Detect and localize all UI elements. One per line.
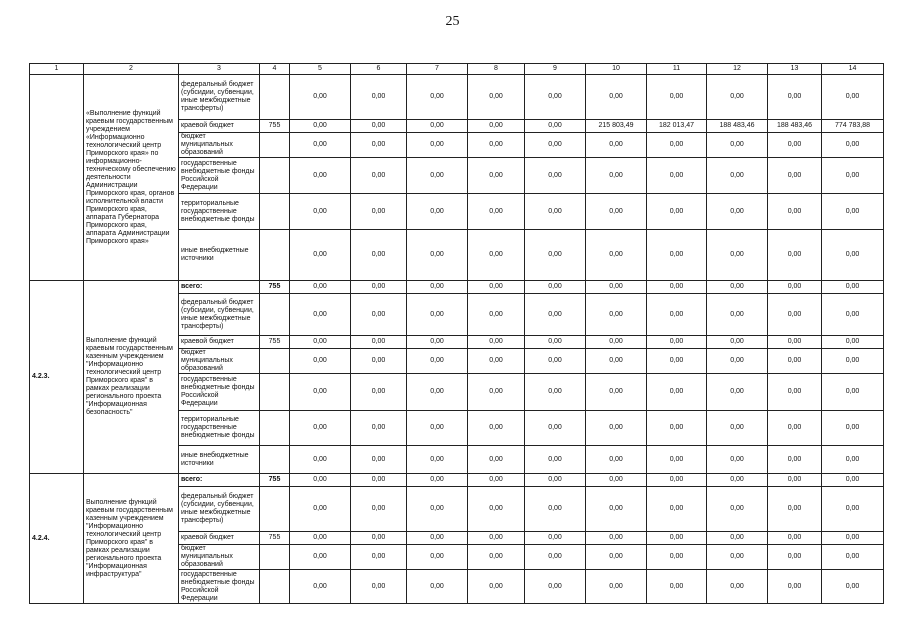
page-number: 25	[445, 14, 460, 29]
value-cell: 0,00	[525, 532, 586, 545]
value-cell: 0,00	[351, 411, 407, 446]
value-cell: 0,00	[290, 349, 351, 374]
value-cell: 0,00	[707, 545, 768, 570]
value-cell: 0,00	[468, 230, 525, 281]
value-cell: 0,00	[468, 570, 525, 604]
table-row	[30, 474, 884, 487]
value-cell: 0,00	[407, 336, 468, 349]
value-cell: 0,00	[822, 230, 884, 281]
value-cell: 0,00	[407, 158, 468, 194]
funding-source: иные внебюджетные источники	[179, 230, 260, 281]
value-cell: 0,00	[525, 194, 586, 230]
value-cell: 0,00	[525, 133, 586, 158]
item-number: 4.2.3.	[30, 281, 84, 474]
value-cell: 0,00	[525, 349, 586, 374]
funding-source: федеральный бюджет (субсидии, субвенции, иные межбюджетные трансферты)	[179, 75, 260, 120]
value-cell: 0,00	[468, 374, 525, 411]
funding-source: территориальные государственные внебюджетные фонды	[179, 194, 260, 230]
value-cell: 0,00	[407, 487, 468, 532]
value-cell: 0,00	[586, 158, 647, 194]
value-cell: 0,00	[707, 532, 768, 545]
value-cell: 0,00	[290, 133, 351, 158]
value-cell: 0,00	[407, 532, 468, 545]
item-name: Выполнение функций краевым государственным казенным учреждением "Информационно технологический центр Приморского края" в рамках реализации регионального проекта "Информационная безопасность"	[84, 281, 179, 474]
value-cell: 0,00	[822, 281, 884, 294]
value-cell: 0,00	[525, 474, 586, 487]
value-cell: 0,00	[647, 281, 707, 294]
value-cell: 0,00	[707, 446, 768, 474]
header-cell-9: 9	[525, 64, 586, 75]
value-cell: 0,00	[468, 532, 525, 545]
value-cell: 0,00	[586, 230, 647, 281]
header-cell-7: 7	[407, 64, 468, 75]
value-cell: 0,00	[290, 374, 351, 411]
funding-source: краевой бюджет	[179, 336, 260, 349]
value-cell: 0,00	[586, 474, 647, 487]
item-name: Выполнение функций краевым государственным казенным учреждением "Информационно технологический центр Приморского края" в рамках реализации регионального проекта "Информационная инфраструктура"	[84, 474, 179, 604]
budget-code	[260, 294, 290, 336]
table-row	[30, 75, 884, 120]
value-cell: 0,00	[768, 194, 822, 230]
budget-code	[260, 75, 290, 120]
value-cell: 0,00	[822, 570, 884, 604]
value-cell: 0,00	[468, 411, 525, 446]
value-cell: 0,00	[290, 545, 351, 570]
value-cell: 0,00	[351, 336, 407, 349]
value-cell: 0,00	[468, 446, 525, 474]
value-cell: 0,00	[768, 446, 822, 474]
value-cell: 0,00	[768, 230, 822, 281]
value-cell: 0,00	[525, 545, 586, 570]
value-cell: 0,00	[468, 349, 525, 374]
header-cell-12: 12	[707, 64, 768, 75]
value-cell: 0,00	[468, 487, 525, 532]
value-cell: 0,00	[290, 75, 351, 120]
funding-source: краевой бюджет	[179, 532, 260, 545]
header-cell-4: 4	[260, 64, 290, 75]
value-cell: 0,00	[647, 545, 707, 570]
value-cell: 0,00	[707, 281, 768, 294]
funding-source: бюджет муниципальных образований	[179, 349, 260, 374]
value-cell: 0,00	[290, 194, 351, 230]
value-cell: 188 483,46	[707, 120, 768, 133]
value-cell: 0,00	[468, 281, 525, 294]
value-cell: 0,00	[647, 411, 707, 446]
value-cell: 0,00	[768, 281, 822, 294]
table-row	[30, 281, 884, 294]
header-cell-5: 5	[290, 64, 351, 75]
funding-source: всего:	[179, 474, 260, 487]
value-cell: 0,00	[468, 75, 525, 120]
value-cell: 0,00	[647, 158, 707, 194]
value-cell: 0,00	[822, 158, 884, 194]
value-cell: 0,00	[290, 411, 351, 446]
value-cell: 0,00	[768, 411, 822, 446]
value-cell: 0,00	[351, 570, 407, 604]
value-cell: 0,00	[768, 75, 822, 120]
funding-source: федеральный бюджет (субсидии, субвенции, иные межбюджетные трансферты)	[179, 487, 260, 532]
value-cell: 0,00	[525, 281, 586, 294]
value-cell: 0,00	[707, 487, 768, 532]
funding-source: государственные внебюджетные фонды Российской Федерации	[179, 570, 260, 604]
value-cell: 0,00	[468, 545, 525, 570]
value-cell: 0,00	[707, 336, 768, 349]
value-cell: 0,00	[351, 158, 407, 194]
value-cell: 0,00	[768, 545, 822, 570]
header-cell-1: 1	[30, 64, 84, 75]
value-cell: 0,00	[290, 120, 351, 133]
funding-source: краевой бюджет	[179, 120, 260, 133]
value-cell: 0,00	[768, 374, 822, 411]
value-cell: 0,00	[822, 532, 884, 545]
value-cell: 0,00	[707, 230, 768, 281]
budget-code: 755	[260, 120, 290, 133]
value-cell: 0,00	[707, 158, 768, 194]
header-cell-10: 10	[586, 64, 647, 75]
value-cell: 0,00	[822, 545, 884, 570]
value-cell: 0,00	[468, 194, 525, 230]
value-cell: 0,00	[351, 532, 407, 545]
value-cell: 0,00	[407, 75, 468, 120]
value-cell: 0,00	[822, 75, 884, 120]
value-cell: 0,00	[822, 133, 884, 158]
value-cell: 188 483,46	[768, 120, 822, 133]
value-cell: 0,00	[407, 545, 468, 570]
value-cell: 0,00	[525, 158, 586, 194]
value-cell: 0,00	[351, 281, 407, 294]
value-cell: 0,00	[351, 294, 407, 336]
value-cell: 0,00	[351, 194, 407, 230]
value-cell: 0,00	[707, 374, 768, 411]
budget-code: 755	[260, 474, 290, 487]
value-cell: 0,00	[407, 446, 468, 474]
value-cell: 0,00	[351, 474, 407, 487]
budget-code: 755	[260, 281, 290, 294]
item-number: 4.2.4.	[30, 474, 84, 604]
value-cell: 0,00	[468, 158, 525, 194]
value-cell: 0,00	[707, 194, 768, 230]
value-cell: 0,00	[768, 133, 822, 158]
value-cell: 0,00	[351, 230, 407, 281]
value-cell: 0,00	[468, 474, 525, 487]
value-cell: 0,00	[290, 532, 351, 545]
value-cell: 182 013,47	[647, 120, 707, 133]
funding-source: территориальные государственные внебюджетные фонды	[179, 411, 260, 446]
value-cell: 0,00	[407, 349, 468, 374]
budget-code	[260, 411, 290, 446]
value-cell: 0,00	[407, 230, 468, 281]
value-cell: 0,00	[822, 446, 884, 474]
value-cell: 0,00	[647, 532, 707, 545]
value-cell: 0,00	[525, 120, 586, 133]
value-cell: 0,00	[768, 294, 822, 336]
value-cell: 0,00	[525, 446, 586, 474]
value-cell: 0,00	[290, 281, 351, 294]
value-cell: 0,00	[707, 75, 768, 120]
value-cell: 0,00	[351, 374, 407, 411]
value-cell: 0,00	[525, 75, 586, 120]
value-cell: 0,00	[290, 570, 351, 604]
value-cell: 0,00	[647, 336, 707, 349]
budget-code: 755	[260, 532, 290, 545]
value-cell: 0,00	[586, 194, 647, 230]
value-cell: 0,00	[468, 120, 525, 133]
budget-code	[260, 570, 290, 604]
value-cell: 0,00	[351, 349, 407, 374]
value-cell: 0,00	[525, 294, 586, 336]
header-cell-14: 14	[822, 64, 884, 75]
value-cell: 0,00	[822, 474, 884, 487]
value-cell: 0,00	[768, 532, 822, 545]
value-cell: 0,00	[768, 336, 822, 349]
budget-table-body	[30, 64, 884, 604]
value-cell: 0,00	[768, 570, 822, 604]
value-cell: 0,00	[647, 446, 707, 474]
value-cell: 0,00	[290, 336, 351, 349]
value-cell: 0,00	[822, 411, 884, 446]
value-cell: 0,00	[647, 374, 707, 411]
budget-code	[260, 374, 290, 411]
header-cell-3: 3	[179, 64, 260, 75]
value-cell: 0,00	[525, 411, 586, 446]
value-cell: 0,00	[768, 487, 822, 532]
value-cell: 0,00	[647, 294, 707, 336]
value-cell: 0,00	[468, 133, 525, 158]
funding-source: федеральный бюджет (субсидии, субвенции, иные межбюджетные трансферты)	[179, 294, 260, 336]
header-row	[30, 64, 884, 75]
value-cell: 0,00	[351, 75, 407, 120]
value-cell: 0,00	[351, 545, 407, 570]
budget-code	[260, 545, 290, 570]
header-cell-6: 6	[351, 64, 407, 75]
value-cell: 0,00	[290, 294, 351, 336]
value-cell: 0,00	[586, 545, 647, 570]
budget-code	[260, 446, 290, 474]
value-cell: 0,00	[290, 158, 351, 194]
value-cell: 0,00	[822, 374, 884, 411]
header-cell-2: 2	[84, 64, 179, 75]
value-cell: 0,00	[468, 336, 525, 349]
value-cell: 0,00	[351, 133, 407, 158]
value-cell: 0,00	[647, 570, 707, 604]
value-cell: 0,00	[586, 349, 647, 374]
value-cell: 0,00	[351, 120, 407, 133]
value-cell: 0,00	[407, 133, 468, 158]
budget-code: 755	[260, 336, 290, 349]
value-cell: 0,00	[407, 194, 468, 230]
value-cell: 0,00	[407, 474, 468, 487]
value-cell: 0,00	[468, 294, 525, 336]
value-cell: 0,00	[707, 349, 768, 374]
value-cell: 0,00	[822, 294, 884, 336]
budget-code	[260, 230, 290, 281]
budget-table	[29, 63, 884, 604]
item-name: «Выполнение функций краевым государственным учреждением «Информационно технологический центр Приморского края» по информационно-техническому обеспечению деятельности Администрации Приморского края, органов исполнительной власти Приморского края, аппарата Губернатора Приморского края, аппарата Администрации Приморского края»	[84, 75, 179, 281]
value-cell: 774 783,88	[822, 120, 884, 133]
value-cell: 0,00	[768, 158, 822, 194]
value-cell: 0,00	[647, 194, 707, 230]
value-cell: 0,00	[647, 133, 707, 158]
value-cell: 0,00	[525, 230, 586, 281]
value-cell: 0,00	[822, 194, 884, 230]
value-cell: 0,00	[407, 570, 468, 604]
value-cell: 0,00	[707, 570, 768, 604]
budget-code	[260, 194, 290, 230]
value-cell: 0,00	[407, 120, 468, 133]
value-cell: 0,00	[647, 349, 707, 374]
value-cell: 0,00	[407, 281, 468, 294]
value-cell: 0,00	[822, 336, 884, 349]
value-cell: 0,00	[407, 411, 468, 446]
funding-source: бюджет муниципальных образований	[179, 545, 260, 570]
budget-code	[260, 349, 290, 374]
header-cell-11: 11	[647, 64, 707, 75]
value-cell: 0,00	[290, 474, 351, 487]
funding-source: иные внебюджетные источники	[179, 446, 260, 474]
value-cell: 0,00	[586, 133, 647, 158]
value-cell: 0,00	[647, 75, 707, 120]
item-number	[30, 75, 84, 281]
budget-code	[260, 487, 290, 532]
value-cell: 0,00	[647, 474, 707, 487]
funding-source: государственные внебюджетные фонды Российской Федерации	[179, 158, 260, 194]
value-cell: 0,00	[290, 446, 351, 474]
value-cell: 0,00	[586, 487, 647, 532]
value-cell: 0,00	[586, 281, 647, 294]
value-cell: 0,00	[822, 487, 884, 532]
value-cell: 0,00	[707, 474, 768, 487]
value-cell: 0,00	[525, 570, 586, 604]
value-cell: 0,00	[647, 230, 707, 281]
value-cell: 0,00	[290, 487, 351, 532]
funding-source: всего:	[179, 281, 260, 294]
value-cell: 0,00	[586, 446, 647, 474]
value-cell: 0,00	[351, 446, 407, 474]
value-cell: 0,00	[707, 411, 768, 446]
value-cell: 0,00	[707, 133, 768, 158]
header-cell-13: 13	[768, 64, 822, 75]
value-cell: 0,00	[822, 349, 884, 374]
value-cell: 0,00	[647, 487, 707, 532]
value-cell: 0,00	[407, 294, 468, 336]
value-cell: 0,00	[586, 411, 647, 446]
value-cell: 0,00	[290, 230, 351, 281]
value-cell: 0,00	[586, 570, 647, 604]
value-cell: 215 803,49	[586, 120, 647, 133]
value-cell: 0,00	[586, 374, 647, 411]
value-cell: 0,00	[586, 336, 647, 349]
value-cell: 0,00	[525, 487, 586, 532]
value-cell: 0,00	[707, 294, 768, 336]
budget-code	[260, 133, 290, 158]
value-cell: 0,00	[586, 75, 647, 120]
funding-source: бюджет муниципальных образований	[179, 133, 260, 158]
value-cell: 0,00	[407, 374, 468, 411]
value-cell: 0,00	[768, 474, 822, 487]
value-cell: 0,00	[351, 487, 407, 532]
value-cell: 0,00	[586, 532, 647, 545]
header-cell-8: 8	[468, 64, 525, 75]
value-cell: 0,00	[525, 374, 586, 411]
value-cell: 0,00	[525, 336, 586, 349]
budget-code	[260, 158, 290, 194]
value-cell: 0,00	[768, 349, 822, 374]
funding-source: государственные внебюджетные фонды Российской Федерации	[179, 374, 260, 411]
value-cell: 0,00	[586, 294, 647, 336]
